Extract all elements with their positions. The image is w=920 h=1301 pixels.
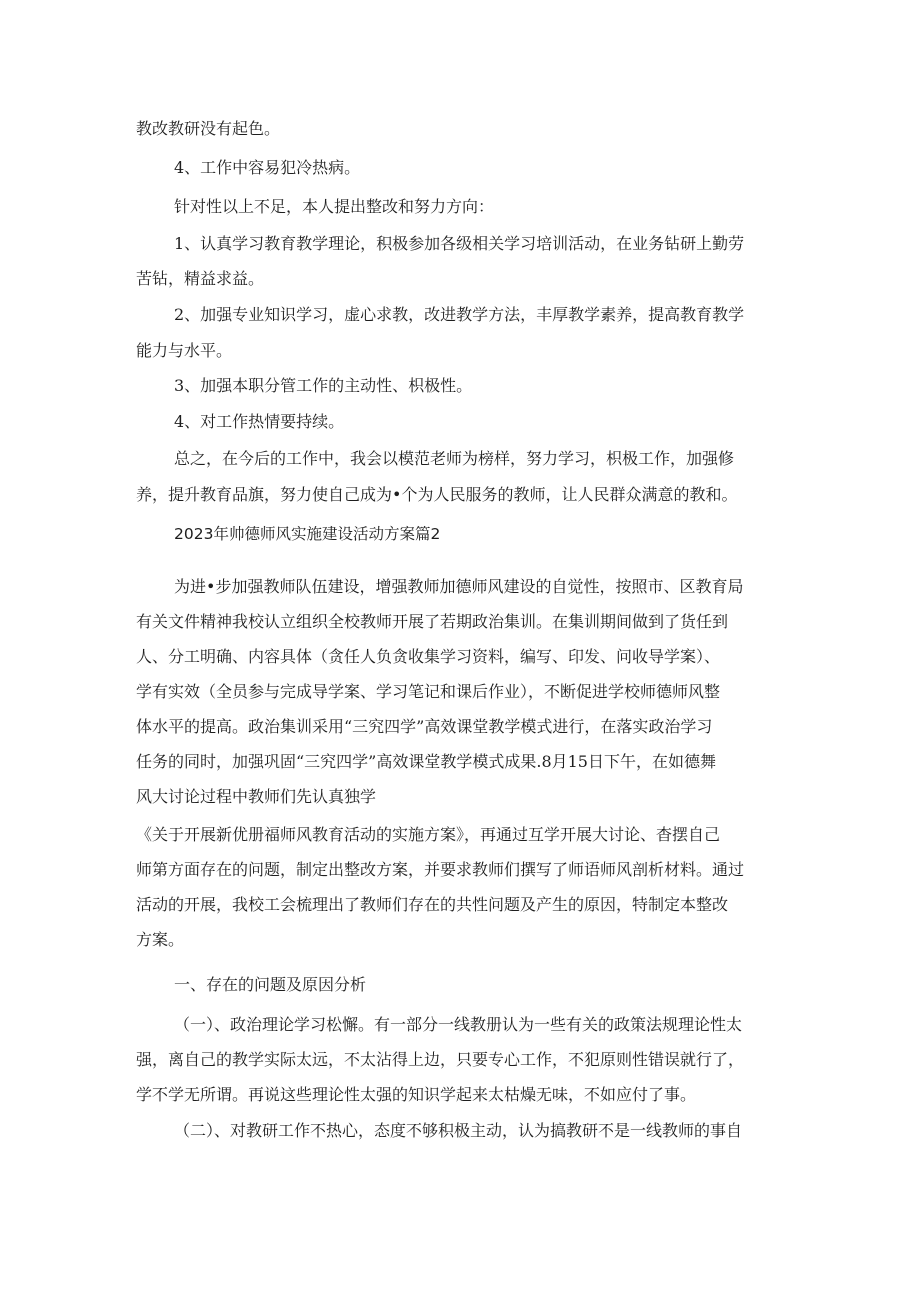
text-line-1: 教改教研没有起色。 [136,119,281,138]
text-line-25: （一）、政治理论学习松懈。有一部分一线教册认为一些有关的政策法规理论性太 [174,1015,743,1034]
text-line-11: 养，提升教育品旗，努力使自己成为•个为人民服务的教师，让人民群众满意的教和。 [136,485,738,504]
text-line-24: 一、存在的问题及原因分析 [174,975,367,994]
text-line-23: 方案。 [136,930,185,949]
text-line-7: 能力与水平。 [136,341,233,360]
text-line-28: （二）、对教研工作不热心，态度不够积极主动，认为搞教研不是一线教师的事自 [174,1121,743,1140]
text-line-14: 有关文件精神我校认立组织全校教师开展了若期政治集训。在集训期间做到了货任到 [136,612,729,631]
text-line-4: 1、认真学习教育教学理论，积极参加各级相关学习培训活动，在业务钻研上勤劳 [174,234,745,253]
text-line-17: 体水平的提高。政治集训采用“三究四学”高效课堂教学模式进行，在落实政治学习 [136,717,713,736]
text-line-21: 师第方面存在的问题，制定出整改方案，并要求教师们撰写了师语师风剖析材料。通过 [136,860,745,879]
text-line-16: 学有实效（全员参与完成导学案、学习笔记和课后作业），不断促进学校师德师风整 [136,682,721,701]
text-line-9: 4、对工作热情要持续。 [174,412,345,431]
text-line-27: 学不学无所谓。再说这些理论性太强的知识学起来太枯燥无味，不如应付了事。 [136,1085,697,1104]
text-line-15: 人、分工明确、内容具体（贪任人负贪收集学习资料，编写、印发、问收导学案）、 [136,647,721,666]
text-line-10: 总之，在今后的工作中，我会以模范老师为榜样，努力学习，枳极工作，加强修 [174,449,735,468]
text-line-22: 活动的开展，我校工会梳理出了教师们存在的共性问题及产生的原因，特制定本整改 [136,895,729,914]
text-line-19: 风大讨论过程中教师们先认真独学 [136,787,377,806]
text-line-5: 苦钻，精益求益。 [136,269,265,288]
text-line-13: 为进•步加强教师队伍建设，增强教师加德师风建设的自觉性，按照市、区教育局 [174,577,744,596]
text-line-8: 3、加强本职分管工作的主动性、枳极性。 [174,376,473,395]
text-line-20: 《关于开展新优册福师风教育活动的实施方案》，再通过互学开展大讨论、杳摆自己 [136,825,721,844]
section-heading: 2023年帅德师风实施建设活动方案篇2 [174,525,441,543]
text-line-3: 针对性以上不足，本人提出整改和努力方向： [174,197,495,216]
text-line-26: 强，离自己的教学实际太远，不太沾得上边，只要专心工作，不犯原则性错误就行了， [136,1050,745,1069]
text-line-2: 4、工作中容易犯冷热病。 [174,158,361,177]
text-line-6: 2、加强专业知识学习，虚心求教，改进教学方法，丰厚教学素养，提高教育教学 [174,305,745,324]
text-line-18: 任务的同时，加强巩固“三究四学”高效课堂教学模式成果.8月15日下午，在如德舞 [136,752,716,771]
